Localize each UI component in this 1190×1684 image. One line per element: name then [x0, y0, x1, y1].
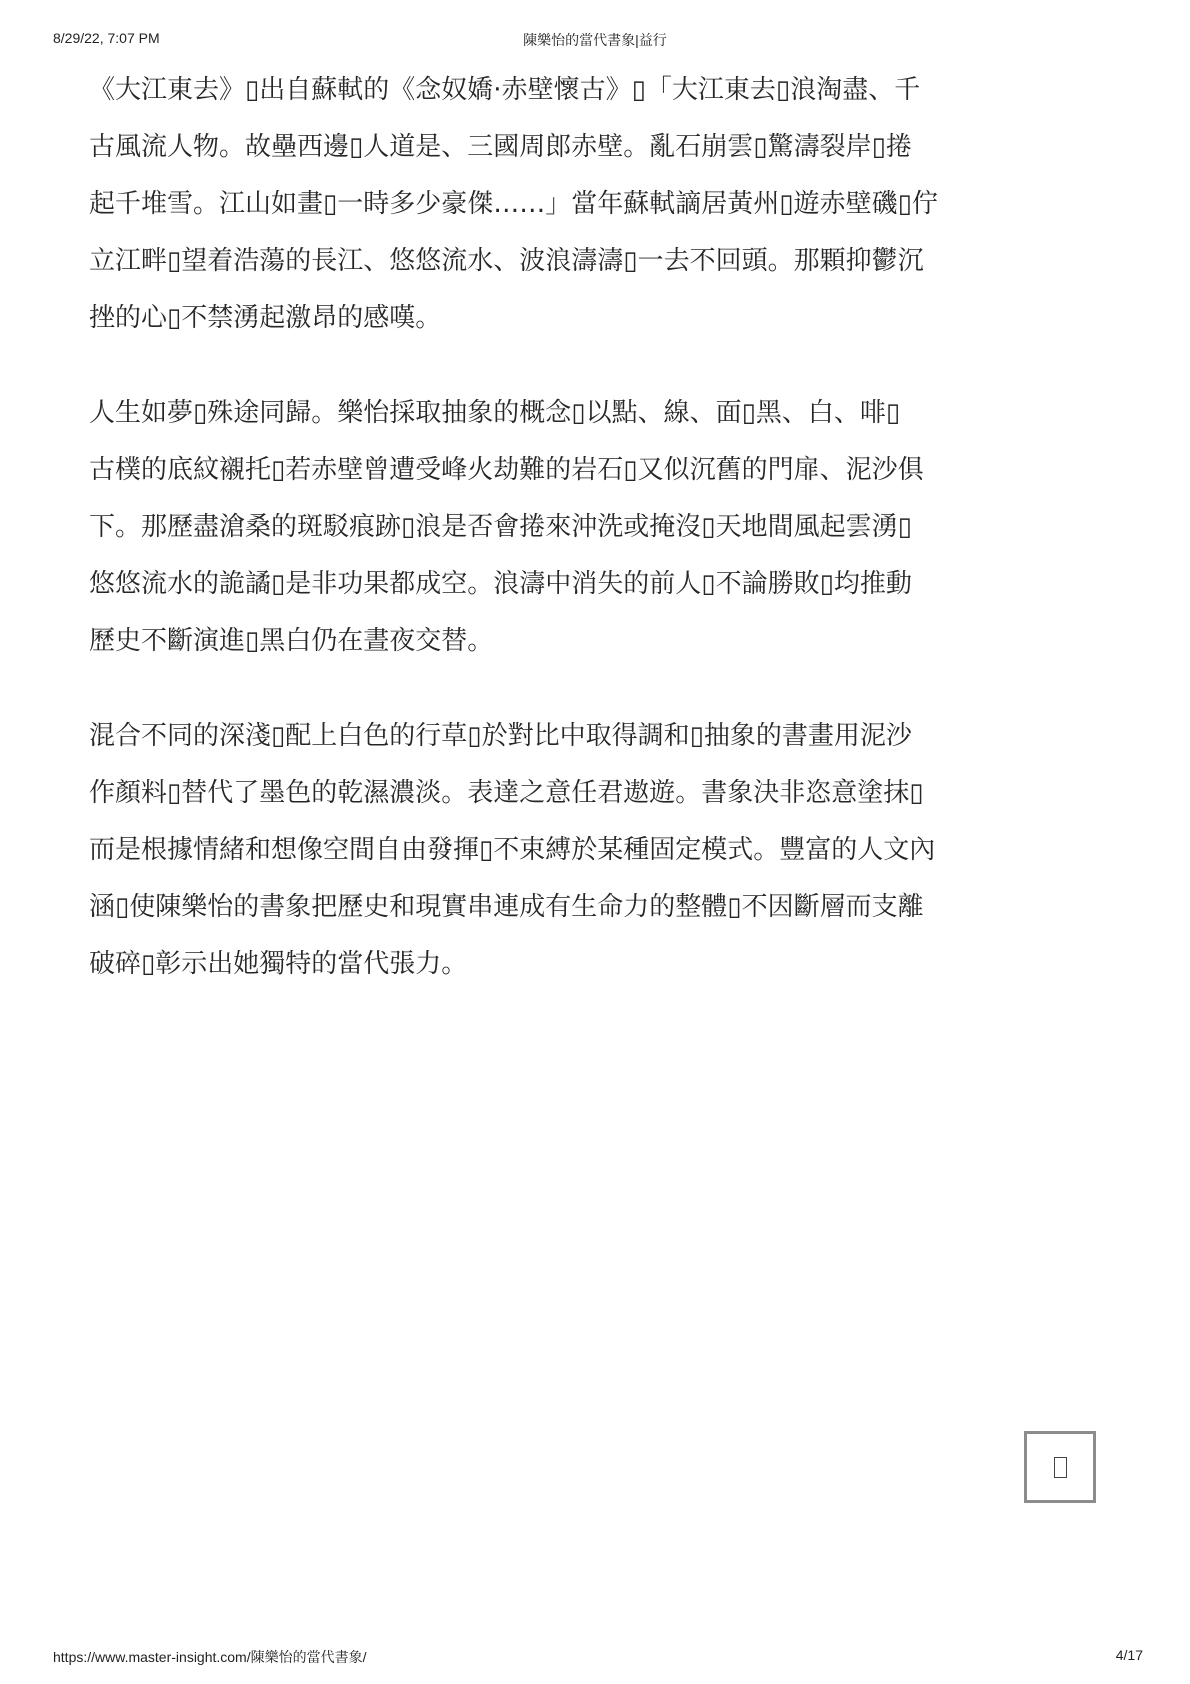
- text-line: 人生如夢▯殊途同歸。樂怡採取抽象的概念▯以點、線、面▯黑、白、啡▯: [89, 398, 901, 428]
- text-line: 歷史不斷演進▯黑白仍在晝夜交替。: [89, 626, 494, 656]
- text-line: 而是根據情緒和想像空間自由發揮▯不束縛於某種固定模式。豐富的人文內: [89, 835, 936, 865]
- text-line: 古樸的底紋襯托▯若赤壁曾遭受峰火劫難的岩石▯又似沉舊的門扉、泥沙俱: [89, 455, 924, 485]
- text-line: 挫的心▯不禁湧起激昂的感嘆。: [89, 303, 442, 333]
- text-line: 下。那歷盡滄桑的斑駁痕跡▯浪是否會捲來沖洗或掩沒▯天地間風起雲湧▯: [89, 512, 912, 542]
- text-line: 古風流人物。故壘西邊▯人道是、三國周郎赤壁。亂石崩雲▯驚濤裂岸▯捲: [89, 132, 912, 162]
- text-line: 作顏料▯替代了墨色的乾濕濃淡。表達之意任君遨遊。書象決非恣意塗抹▯: [89, 778, 924, 808]
- print-url: https://www.master-insight.com/陳樂怡的當代書象/: [53, 1649, 367, 1665]
- text-line: 悠悠流水的詭譎▯是非功果都成空。浪濤中消失的前人▯不論勝敗▯均推動: [89, 569, 912, 599]
- back-to-top-button[interactable]: [1024, 1431, 1096, 1503]
- print-datetime: 8/29/22, 7:07 PM: [53, 30, 160, 46]
- text-line: 混合不同的深淺▯配上白色的行草▯於對比中取得調和▯抽象的書畫用泥沙: [89, 721, 912, 751]
- text-line: 涵▯使陳樂怡的書象把歷史和現實串連成有生命力的整體▯不因斷層而支離: [89, 892, 924, 922]
- text-line: 立江畔▯望着浩蕩的長江、悠悠流水、波浪濤濤▯一去不回頭。那顆抑鬱沉: [89, 246, 924, 276]
- missing-glyph-icon: [1054, 1457, 1067, 1478]
- article-body: [89, 62, 1089, 993]
- paragraph-3: [89, 708, 1089, 993]
- paragraph-1: [89, 62, 1089, 347]
- paragraph-2: [89, 385, 1089, 670]
- text-line: 起千堆雪。江山如畫▯一時多少豪傑……」當年蘇軾謫居黃州▯遊赤壁磯▯佇: [89, 189, 938, 219]
- text-line: 《大江東去》▯出自蘇軾的《念奴嬌·赤壁懷古》▯「大江東去▯浪淘盡、千: [89, 75, 921, 105]
- page-number: 4/17: [1115, 1647, 1143, 1663]
- text-line: 破碎▯彰示出她獨特的當代張力。: [89, 949, 468, 979]
- page-title: 陳樂怡的當代書象|益行: [523, 32, 667, 48]
